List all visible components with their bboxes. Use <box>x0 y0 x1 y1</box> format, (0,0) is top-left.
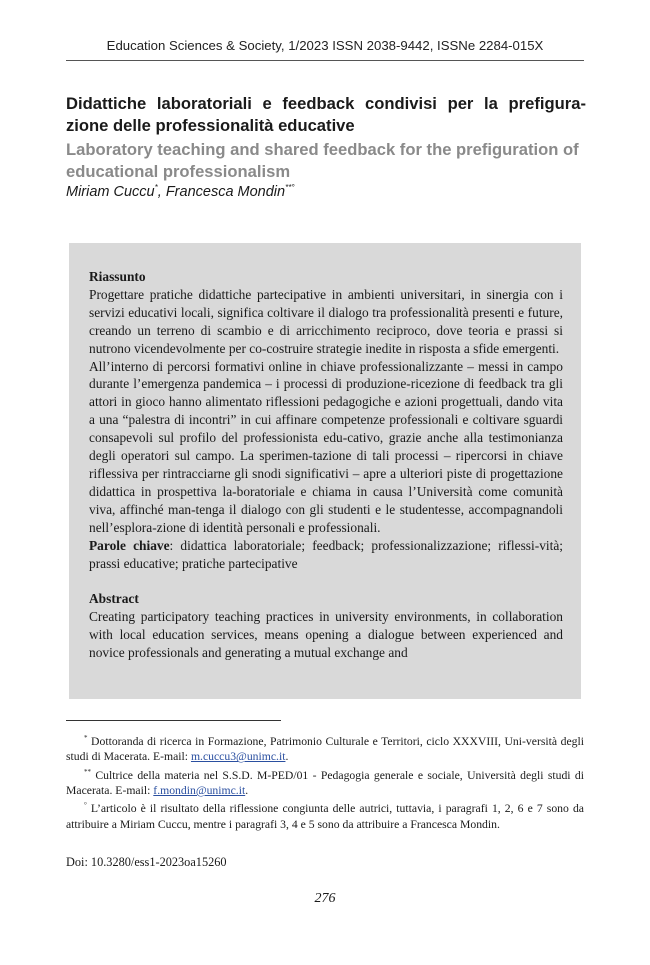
footnote-3-text: L’articolo è il risultato della riflessione congiunta delle autrici, tuttavia, i paragrafi 1, 2, 6 e 7 sono da attribuire a Miriam Cuccu, mentre i paragrafi 3, 4 e 5 sono da attribuire a Francesca Mondin. <box>66 802 584 831</box>
footnote-divider <box>66 720 281 721</box>
footnote-2-end: . <box>245 784 249 797</box>
header-divider <box>66 60 584 61</box>
author-1-footnote-mark: * <box>154 183 158 192</box>
footnote-2-text: Cultrice della materia nel S.S.D. M-PED/01 - Pedagogia generale e sociale, Università degli studi di Macerata. E-mail: <box>66 768 584 797</box>
journal-header: Education Sciences & Society, 1/2023 ISSN 2038-9442, ISSNe 2284-015X <box>106 38 544 53</box>
footnote-3-mark: ° <box>84 801 87 810</box>
keywords-line <box>89 537 563 573</box>
riassunto-paragraph-2: All’interno di percorsi formativi online in chiave professionalizzante – messi in campo durante l’emergenza pandemica – i processi di produzione-ricezione di feedback tra gli attori in gioco hanno alimentato riflessioni pedagogiche e azioni progettuali, dando vita a una “palestra di incontri” in cui affinare competenze professionali e coltivare sguardi consapevoli sul profilo del professionista edu-cativo, grazie anche alla testimonianza degli operatori sul campo. La sperimen-tazione di tali processi – ripercorsi in chiave riflessiva per rintracciarne gli snodi significativi – apre a ulteriori piste di progettazione didattica in prospettiva la-boratoriale e chiama in causa l’Università come comunità viva, affinché man-tenga il dialogo con gli studenti e le studentesse, accompagnandoli nell’esplora-zione di identità personali e professionali. <box>89 358 563 535</box>
author-name-1: Miriam Cuccu <box>66 183 155 200</box>
footnote-1-end: . <box>285 750 289 764</box>
abstract-content <box>89 268 563 662</box>
riassunto-heading: Riassunto <box>89 269 146 284</box>
footnote-1 <box>66 731 584 765</box>
keywords-text: : didattica laboratoriale; feedback; professionalizzazione; riflessi-vità; prassi educative; pratiche partecipative <box>89 537 563 571</box>
abstract-box <box>69 243 581 699</box>
footnote-1-mark: * <box>84 734 88 742</box>
footnotes <box>66 731 584 832</box>
doi-line: Doi: 10.3280/ess1-2023oa15260 <box>66 855 227 869</box>
author-separator: , <box>157 183 166 200</box>
abstract-heading: Abstract <box>89 591 139 607</box>
article-title-english: Laboratory teaching and shared feedback for the prefiguration of educational professionalism <box>66 140 579 181</box>
footnote-3 <box>66 798 584 832</box>
section-spacer <box>89 572 563 590</box>
author-line <box>66 183 295 200</box>
footnote-1-text: Dottoranda di ricerca in Formazione, Patrimonio Culturale e Territori, ciclo XXXVIII, Uni-versità degli studi di Macerata. E-mail: <box>66 734 584 764</box>
keywords-label: Parole chiave <box>89 537 170 553</box>
article-title-italian: Didattiche laboratoriali e feedback condivisi per la prefigura-zione delle professionalità educative <box>66 94 586 135</box>
abstract-paragraph-1: Creating participatory teaching practices in university environments, in collaboration with local education services, means opening a dialogue between experienced and novice professionals and generating a mutual exchange and <box>89 609 563 661</box>
footnote-1-email-link[interactable]: m.cuccu3@unimc.it <box>190 750 286 764</box>
riassunto-paragraph-1: Progettare pratiche didattiche partecipative in ambienti universitari, in sinergia con i servizi educativi locali, significa coltivare il dialogo tra professionalità presenti e future, creando un terreno di scambio e di arricchimento reciproco, dove teoria e prassi si nutrono vicendevolmente per co-costruire strategie inedite in risposta a sfide emergenti. <box>89 286 563 356</box>
footnote-2-mark: ** <box>84 767 91 776</box>
author-name-2: Francesca Mondin <box>165 183 286 200</box>
footnote-2-email-link[interactable]: f.mondin@unimc.it <box>153 784 246 797</box>
footnote-2 <box>66 765 584 799</box>
page-number: 276 <box>314 891 336 906</box>
author-2-footnote-mark: **° <box>285 183 295 192</box>
